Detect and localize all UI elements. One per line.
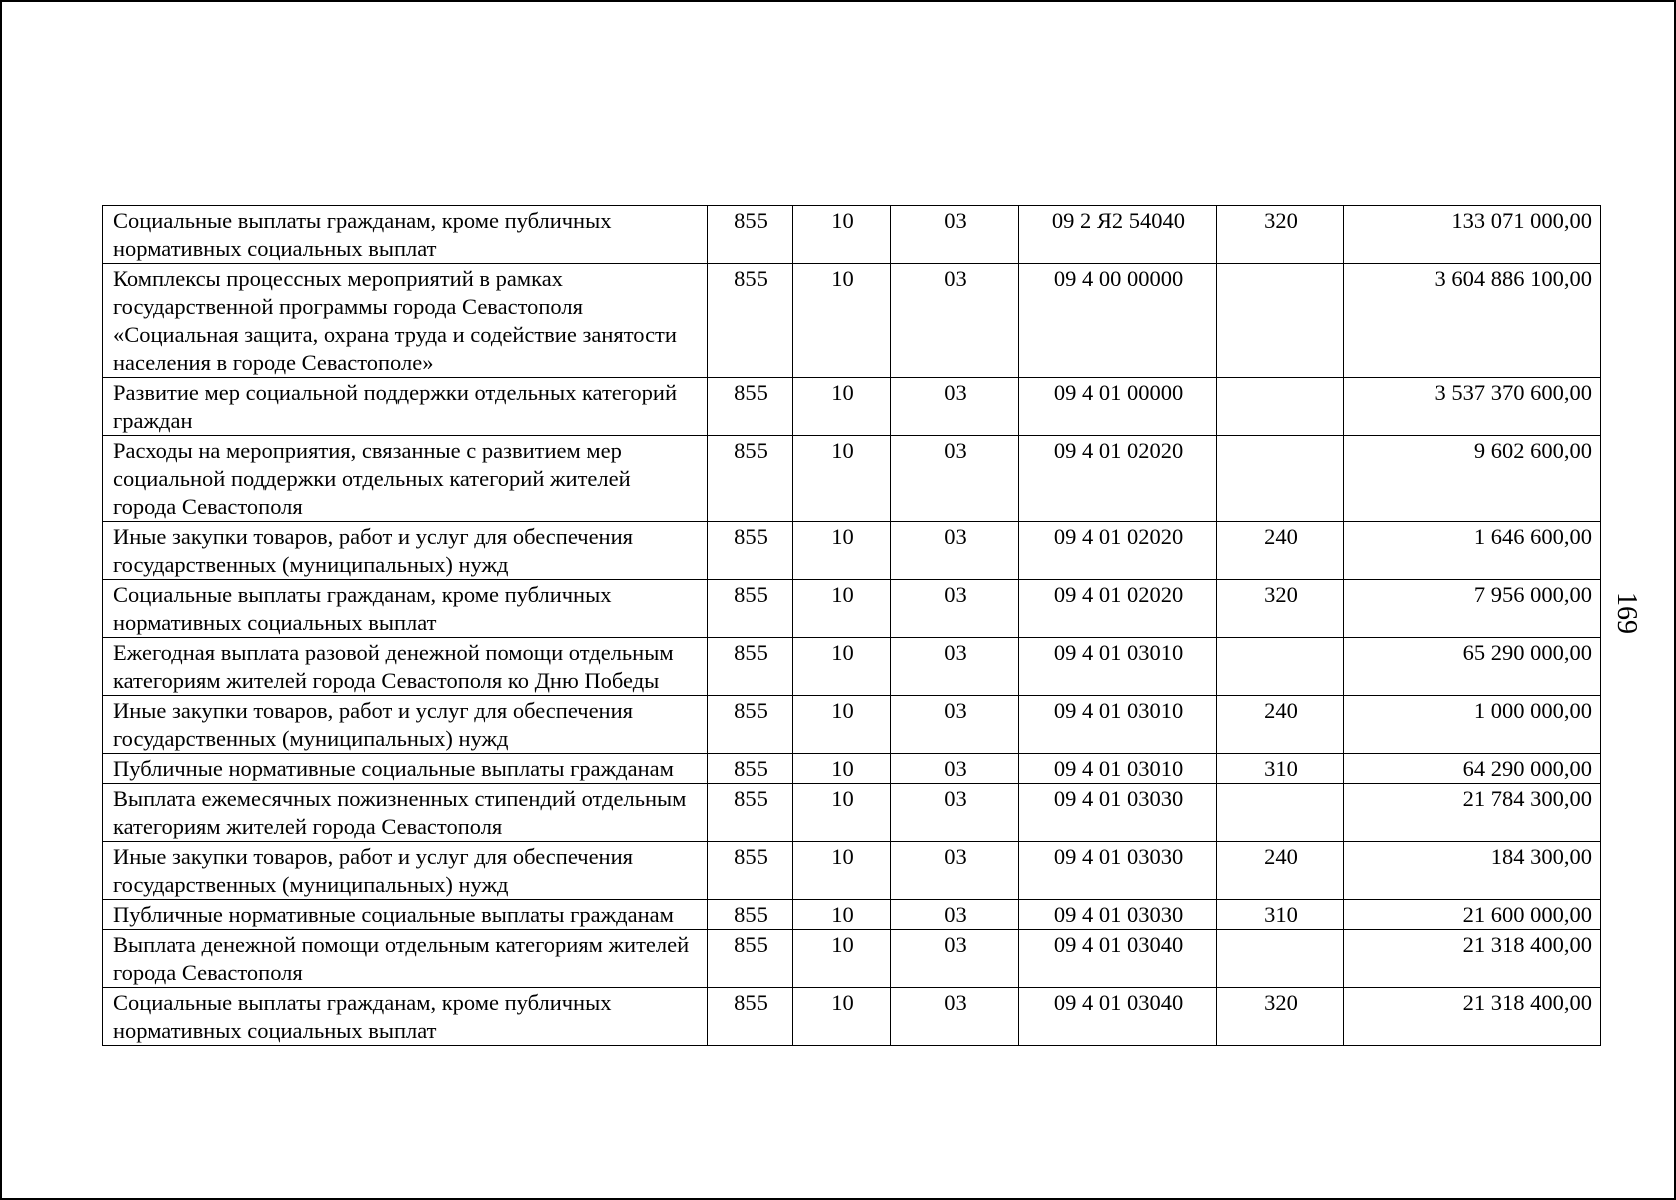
table-row bbox=[103, 696, 1601, 754]
cell-csr: 09 4 01 03030 bbox=[1019, 900, 1217, 930]
cell-csr: 09 2 Я2 54040 bbox=[1019, 206, 1217, 264]
table-row bbox=[103, 988, 1601, 1046]
cell-rz: 10 bbox=[793, 784, 891, 842]
cell-rz: 10 bbox=[793, 842, 891, 900]
cell-pr: 03 bbox=[891, 842, 1019, 900]
cell-rz: 10 bbox=[793, 580, 891, 638]
table-row bbox=[103, 930, 1601, 988]
cell-ved: 855 bbox=[708, 264, 793, 378]
cell-pr: 03 bbox=[891, 900, 1019, 930]
table-row bbox=[103, 638, 1601, 696]
cell-ved: 855 bbox=[708, 436, 793, 522]
cell-csr: 09 4 01 03010 bbox=[1019, 696, 1217, 754]
cell-csr: 09 4 01 03010 bbox=[1019, 754, 1217, 784]
cell-rz: 10 bbox=[793, 900, 891, 930]
cell-csr: 09 4 01 03010 bbox=[1019, 638, 1217, 696]
table-row bbox=[103, 842, 1601, 900]
cell-pr: 03 bbox=[891, 638, 1019, 696]
cell-rz: 10 bbox=[793, 264, 891, 378]
cell-rz: 10 bbox=[793, 754, 891, 784]
cell-sum: 21 600 000,00 bbox=[1344, 900, 1601, 930]
cell-vr: 320 bbox=[1217, 206, 1344, 264]
cell-ved: 855 bbox=[708, 988, 793, 1046]
cell-csr: 09 4 00 00000 bbox=[1019, 264, 1217, 378]
cell-name: Развитие мер социальной поддержки отдельных категорий граждан bbox=[103, 378, 708, 436]
page-number: 169 bbox=[1611, 592, 1642, 634]
cell-rz: 10 bbox=[793, 378, 891, 436]
cell-ved: 855 bbox=[708, 522, 793, 580]
cell-sum: 21 318 400,00 bbox=[1344, 988, 1601, 1046]
cell-sum: 3 537 370 600,00 bbox=[1344, 378, 1601, 436]
table-row bbox=[103, 264, 1601, 378]
cell-name: Публичные нормативные социальные выплаты гражданам bbox=[103, 754, 708, 784]
budget-table-body bbox=[103, 206, 1601, 1046]
cell-vr bbox=[1217, 436, 1344, 522]
cell-sum: 1 000 000,00 bbox=[1344, 696, 1601, 754]
cell-ved: 855 bbox=[708, 930, 793, 988]
cell-pr: 03 bbox=[891, 522, 1019, 580]
budget-table bbox=[102, 205, 1601, 1046]
cell-pr: 03 bbox=[891, 988, 1019, 1046]
cell-ved: 855 bbox=[708, 580, 793, 638]
cell-name: Иные закупки товаров, работ и услуг для обеспечения государственных (муниципальных) нужд bbox=[103, 842, 708, 900]
cell-sum: 21 784 300,00 bbox=[1344, 784, 1601, 842]
cell-ved: 855 bbox=[708, 784, 793, 842]
cell-sum: 64 290 000,00 bbox=[1344, 754, 1601, 784]
cell-rz: 10 bbox=[793, 638, 891, 696]
cell-rz: 10 bbox=[793, 436, 891, 522]
cell-rz: 10 bbox=[793, 522, 891, 580]
table-row bbox=[103, 206, 1601, 264]
cell-vr: 310 bbox=[1217, 754, 1344, 784]
cell-ved: 855 bbox=[708, 754, 793, 784]
cell-ved: 855 bbox=[708, 900, 793, 930]
cell-csr: 09 4 01 03040 bbox=[1019, 930, 1217, 988]
cell-name: Публичные нормативные социальные выплаты гражданам bbox=[103, 900, 708, 930]
cell-vr: 240 bbox=[1217, 842, 1344, 900]
cell-vr bbox=[1217, 378, 1344, 436]
cell-sum: 133 071 000,00 bbox=[1344, 206, 1601, 264]
cell-sum: 7 956 000,00 bbox=[1344, 580, 1601, 638]
cell-csr: 09 4 01 03040 bbox=[1019, 988, 1217, 1046]
cell-vr: 320 bbox=[1217, 580, 1344, 638]
table-row bbox=[103, 580, 1601, 638]
cell-sum: 65 290 000,00 bbox=[1344, 638, 1601, 696]
cell-csr: 09 4 01 02020 bbox=[1019, 436, 1217, 522]
cell-vr: 320 bbox=[1217, 988, 1344, 1046]
cell-vr bbox=[1217, 930, 1344, 988]
cell-csr: 09 4 01 02020 bbox=[1019, 580, 1217, 638]
cell-vr: 240 bbox=[1217, 522, 1344, 580]
cell-ved: 855 bbox=[708, 842, 793, 900]
cell-pr: 03 bbox=[891, 206, 1019, 264]
cell-vr: 310 bbox=[1217, 900, 1344, 930]
cell-csr: 09 4 01 02020 bbox=[1019, 522, 1217, 580]
cell-pr: 03 bbox=[891, 378, 1019, 436]
cell-vr bbox=[1217, 264, 1344, 378]
cell-ved: 855 bbox=[708, 696, 793, 754]
cell-pr: 03 bbox=[891, 436, 1019, 522]
cell-csr: 09 4 01 03030 bbox=[1019, 842, 1217, 900]
cell-name: Иные закупки товаров, работ и услуг для обеспечения государственных (муниципальных) нужд bbox=[103, 696, 708, 754]
cell-rz: 10 bbox=[793, 930, 891, 988]
cell-vr bbox=[1217, 784, 1344, 842]
cell-vr bbox=[1217, 638, 1344, 696]
table-row bbox=[103, 754, 1601, 784]
cell-pr: 03 bbox=[891, 696, 1019, 754]
cell-ved: 855 bbox=[708, 206, 793, 264]
cell-name: Ежегодная выплата разовой денежной помощи отдельным категориям жителей города Севастополя ко Дню Победы bbox=[103, 638, 708, 696]
cell-name: Социальные выплаты гражданам, кроме публичных нормативных социальных выплат bbox=[103, 988, 708, 1046]
table-row bbox=[103, 378, 1601, 436]
cell-rz: 10 bbox=[793, 696, 891, 754]
cell-name: Социальные выплаты гражданам, кроме публичных нормативных социальных выплат bbox=[103, 206, 708, 264]
cell-pr: 03 bbox=[891, 930, 1019, 988]
cell-sum: 184 300,00 bbox=[1344, 842, 1601, 900]
cell-pr: 03 bbox=[891, 754, 1019, 784]
cell-ved: 855 bbox=[708, 378, 793, 436]
cell-name: Социальные выплаты гражданам, кроме публичных нормативных социальных выплат bbox=[103, 580, 708, 638]
cell-sum: 3 604 886 100,00 bbox=[1344, 264, 1601, 378]
cell-name: Выплата денежной помощи отдельным категориям жителей города Севастополя bbox=[103, 930, 708, 988]
cell-name: Иные закупки товаров, работ и услуг для обеспечения государственных (муниципальных) нужд bbox=[103, 522, 708, 580]
cell-name: Выплата ежемесячных пожизненных стипендий отдельным категориям жителей города Севастополя bbox=[103, 784, 708, 842]
cell-pr: 03 bbox=[891, 784, 1019, 842]
cell-sum: 21 318 400,00 bbox=[1344, 930, 1601, 988]
cell-rz: 10 bbox=[793, 206, 891, 264]
table-row bbox=[103, 436, 1601, 522]
cell-vr: 240 bbox=[1217, 696, 1344, 754]
cell-name: Комплексы процессных мероприятий в рамках государственной программы города Севастополя «Социальная защита, охрана труда и содействие занятости населения в городе Севастополе» bbox=[103, 264, 708, 378]
cell-name: Расходы на мероприятия, связанные с развитием мер социальной поддержки отдельных категорий жителей города Севастополя bbox=[103, 436, 708, 522]
cell-sum: 9 602 600,00 bbox=[1344, 436, 1601, 522]
cell-csr: 09 4 01 03030 bbox=[1019, 784, 1217, 842]
cell-pr: 03 bbox=[891, 580, 1019, 638]
cell-rz: 10 bbox=[793, 988, 891, 1046]
cell-sum: 1 646 600,00 bbox=[1344, 522, 1601, 580]
table-row bbox=[103, 522, 1601, 580]
cell-pr: 03 bbox=[891, 264, 1019, 378]
table-row bbox=[103, 900, 1601, 930]
cell-ved: 855 bbox=[708, 638, 793, 696]
table-row bbox=[103, 784, 1601, 842]
cell-csr: 09 4 01 00000 bbox=[1019, 378, 1217, 436]
